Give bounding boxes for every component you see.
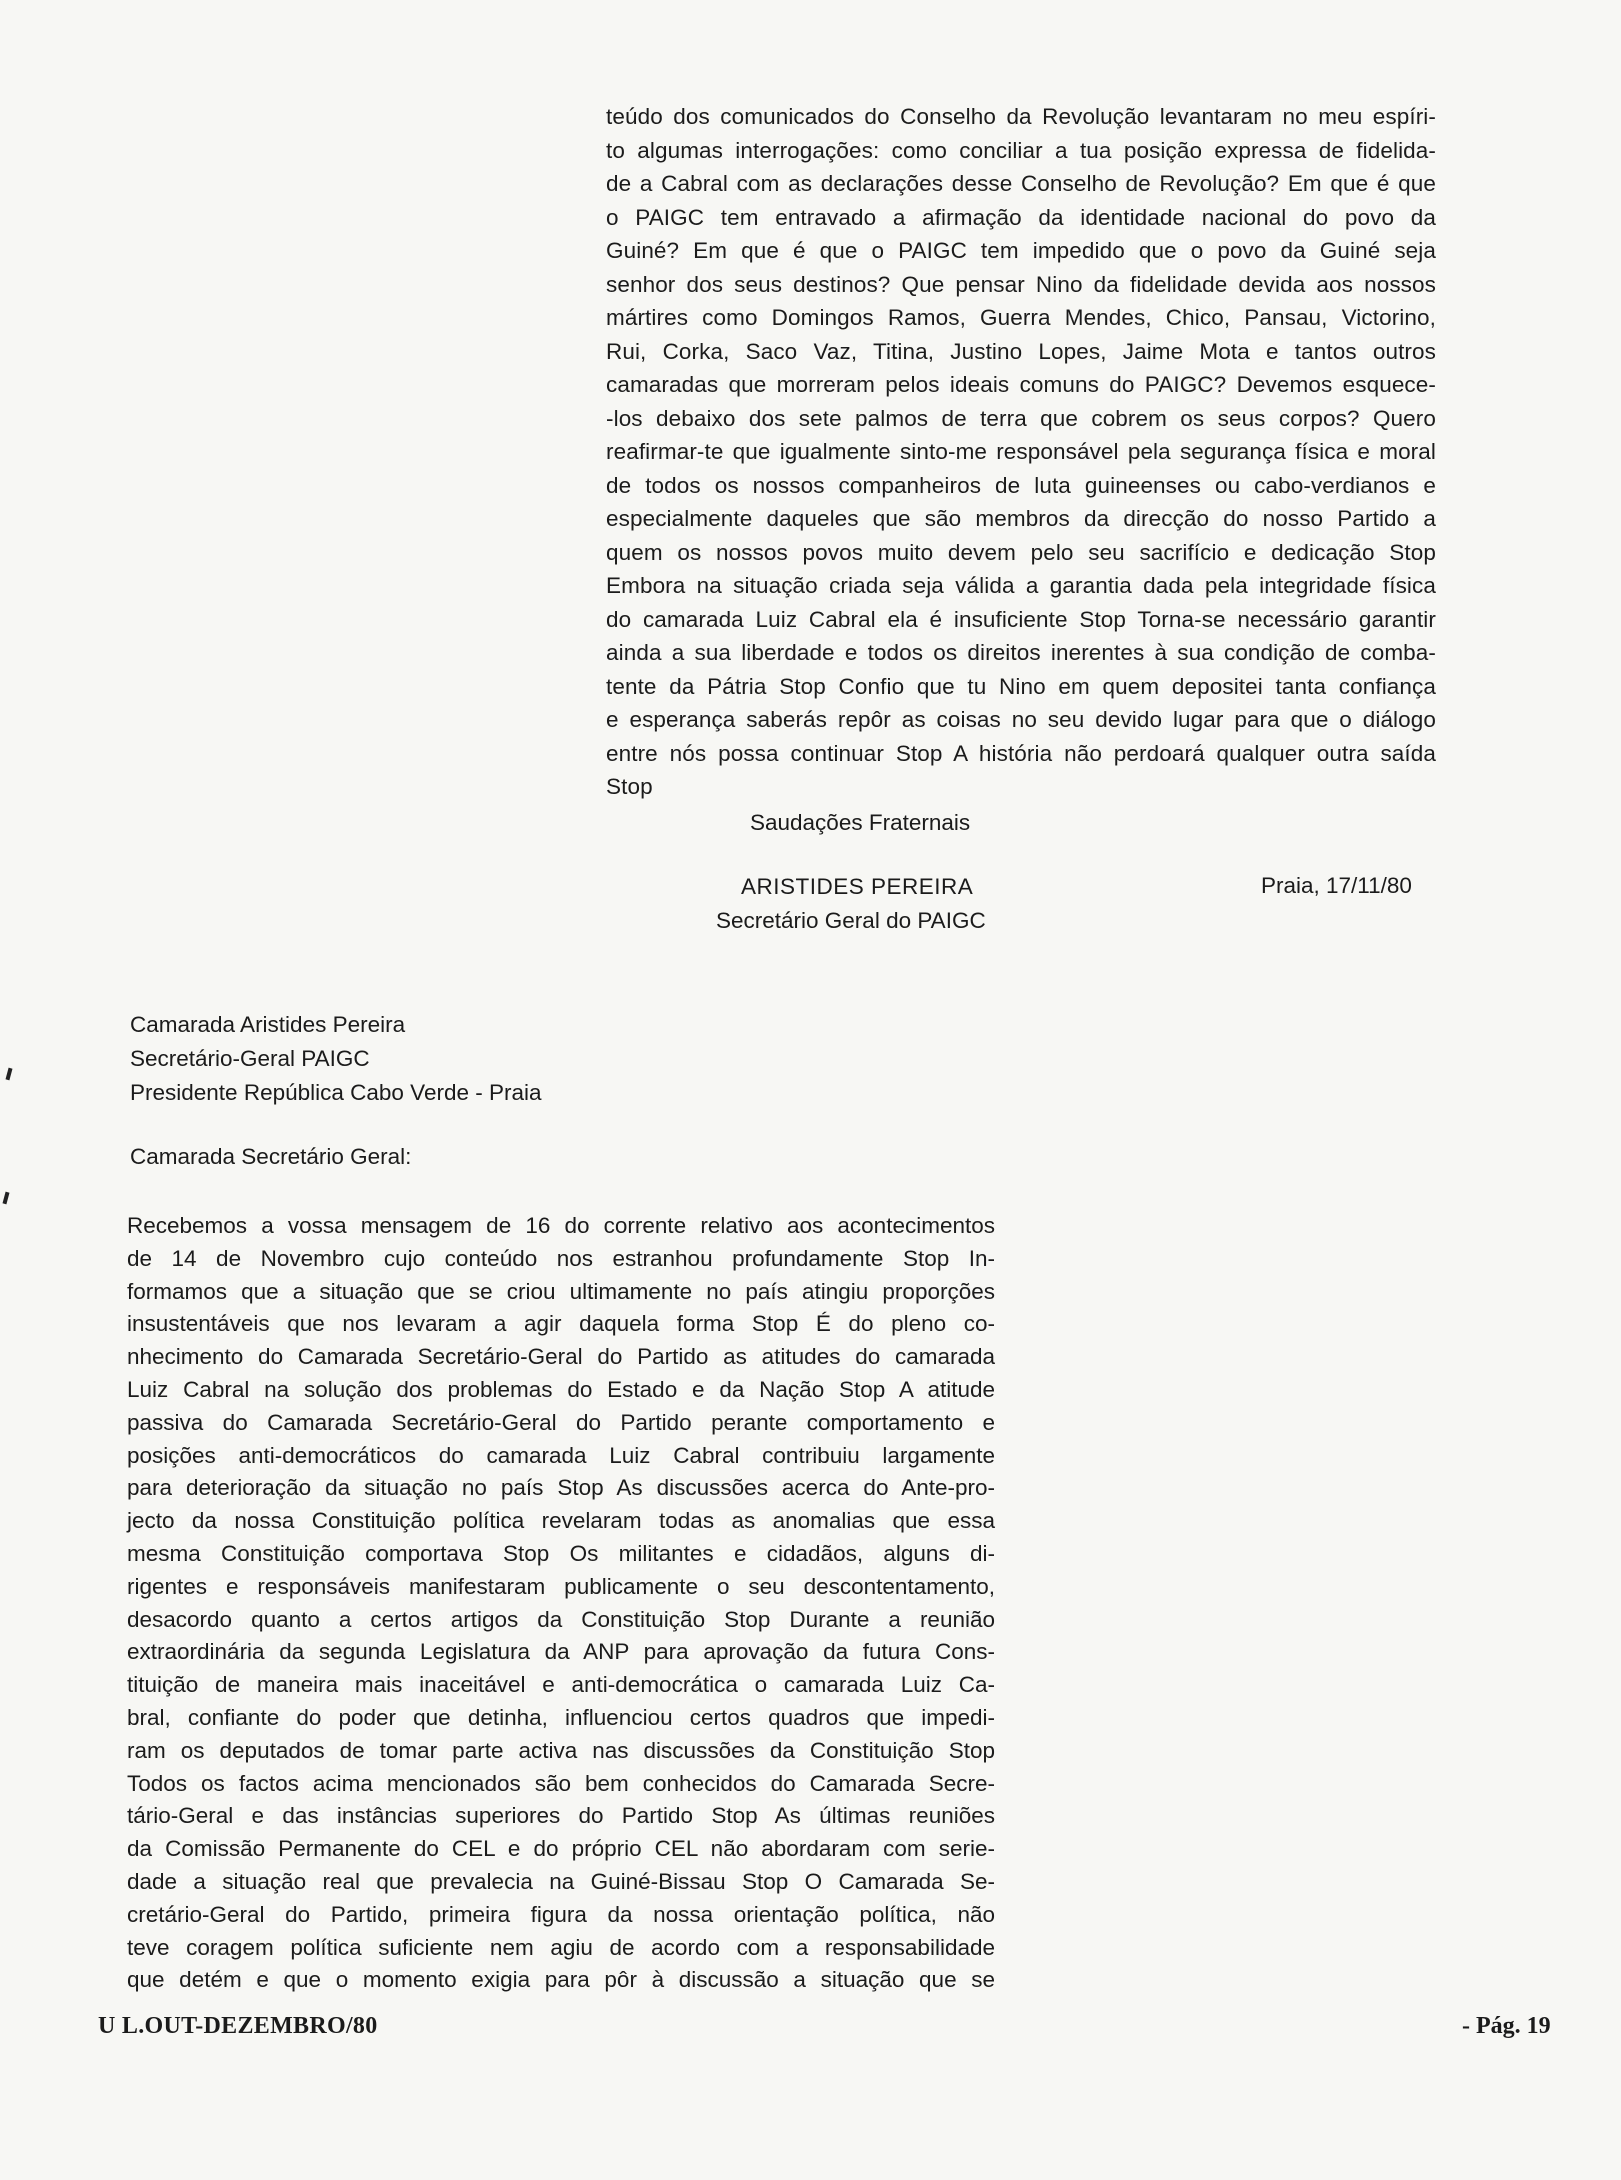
reply-letter-body: [127, 1210, 995, 1997]
text-line: rigentes e responsáveis manifestaram publicamente o seu descontentamento,: [127, 1573, 995, 1599]
text-line: tente da Pátria Stop Confio que tu Nino em quem depositei tanta confiança: [606, 673, 1436, 699]
text-line: bral, confiante do poder que detinha, influenciou certos quadros que impedi-: [127, 1704, 995, 1730]
text-line: teve coragem política suficiente nem agiu de acordo com a responsabilidade: [127, 1934, 995, 1960]
text-line: -los debaixo dos sete palmos de terra que cobrem os seus corpos? Quero: [606, 405, 1436, 431]
text-line: to algumas interrogações: como conciliar a tua posição expressa de fidelida-: [606, 137, 1436, 163]
address-line: Presidente República Cabo Verde - Praia: [130, 1080, 542, 1105]
place-date: Praia, 17/11/80: [1261, 873, 1412, 898]
text-line: mártires como Domingos Ramos, Guerra Mendes, Chico, Pansau, Victorino,: [606, 305, 1436, 330]
address-line: Secretário-Geral PAIGC: [130, 1046, 370, 1071]
text-line: Todos os factos acima mencionados são bem conhecidos do Camarada Secre-: [127, 1770, 995, 1796]
text-line: cretário-Geral do Partido, primeira figura da nossa orientação política, não: [127, 1901, 995, 1927]
text-line: desacordo quanto a certos artigos da Constituição Stop Durante a reunião: [127, 1606, 995, 1632]
signatory-title: Secretário Geral do PAIGC: [716, 908, 986, 933]
text-line: senhor dos seus destinos? Que pensar Nino da fidelidade devida aos nossos: [606, 271, 1436, 297]
text-line: do camarada Luiz Cabral ela é insuficiente Stop Torna-se necessário garantir: [606, 606, 1436, 632]
text-line: ainda a sua liberdade e todos os direitos inerentes à sua condição de comba-: [606, 640, 1436, 665]
signatory-name: ARISTIDES PEREIRA: [741, 874, 974, 899]
text-line: formamos que a situação que se criou ultimamente no país atingiu proporções: [127, 1278, 995, 1304]
text-line: teúdo dos comunicados do Conselho da Revolução levantaram no meu espíri-: [606, 104, 1436, 129]
text-line: dade a situação real que prevalecia na Guiné-Bissau Stop O Camarada Se-: [127, 1868, 995, 1894]
text-line: e esperança saberás repôr as coisas no seu devido lugar para que o diálogo: [606, 707, 1436, 732]
text-line: que detém e que o momento exigia para pôr à discussão a situação que se: [127, 1967, 995, 1993]
text-line: nhecimento do Camarada Secretário-Geral do Partido as atitudes do camarada: [127, 1344, 995, 1370]
recipient-address: [130, 1008, 542, 1110]
text-line: Guiné? Em que é que o PAIGC tem impedido que o povo da Guiné seja: [606, 238, 1436, 263]
text-line: Stop: [606, 774, 653, 799]
text-line: tituição de maneira mais inaceitável e anti-democrática o camarada Luiz Ca-: [127, 1672, 995, 1698]
text-line: insustentáveis que nos levaram a agir daquela forma Stop É do pleno co-: [127, 1311, 995, 1337]
footer-publication: U L.OUT-DEZEMBRO/80: [98, 2013, 378, 2039]
text-line: Rui, Corka, Saco Vaz, Titina, Justino Lopes, Jaime Mota e tantos outros: [606, 338, 1436, 364]
text-line: Recebemos a vossa mensagem de 16 do corrente relativo aos acontecimentos: [127, 1213, 995, 1238]
text-line: o PAIGC tem entravado a afirmação da identidade nacional do povo da: [606, 204, 1436, 230]
text-line: mesma Constituição comportava Stop Os militantes e cidadãos, alguns di-: [127, 1540, 995, 1566]
text-line: Luiz Cabral na solução dos problemas do Estado e da Nação Stop A atitude: [127, 1376, 995, 1402]
text-line: de todos os nossos companheiros de luta guineenses ou cabo-verdianos e: [606, 472, 1436, 498]
text-line: Embora na situação criada seja válida a garantia dada pela integridade física: [606, 573, 1436, 598]
text-line: reafirmar-te que igualmente sinto-me responsável pela segurança física e moral: [606, 439, 1436, 464]
text-line: passiva do Camarada Secretário-Geral do Partido perante comportamento e: [127, 1409, 995, 1435]
text-line: ram os deputados de tomar parte activa nas discussões da Constituição Stop: [127, 1737, 995, 1763]
text-line: para deterioração da situação no país Stop As discussões acerca do Ante-pro-: [127, 1475, 995, 1501]
text-line: de a Cabral com as declarações desse Conselho de Revolução? Em que é que: [606, 171, 1436, 196]
scan-mark: [3, 1192, 10, 1205]
text-line: tário-Geral e das instâncias superiores do Partido Stop As últimas reuniões: [127, 1803, 995, 1829]
address-line: Camarada Aristides Pereira: [130, 1012, 406, 1037]
text-line: especialmente daqueles que são membros da direcção do nosso Partido a: [606, 506, 1436, 531]
text-line: extraordinária da segunda Legislatura da ANP para aprovação da futura Cons-: [127, 1639, 995, 1665]
text-line: da Comissão Permanente do CEL e do próprio CEL não abordaram com serie-: [127, 1836, 995, 1862]
page-number: - Pág. 19: [1462, 2013, 1551, 2039]
text-line: posições anti-democráticos do camarada Luiz Cabral contribuiu largamente: [127, 1442, 995, 1468]
salutation: Camarada Secretário Geral:: [130, 1144, 412, 1169]
closing-greeting: Saudações Fraternais: [750, 810, 971, 835]
text-line: jecto da nossa Constituição política revelaram todas as anomalias que essa: [127, 1508, 995, 1534]
scan-mark: [6, 1068, 13, 1081]
upper-letter-body: [606, 100, 1436, 804]
text-line: entre nós possa continuar Stop A história não perdoará qualquer outra saída: [606, 740, 1436, 766]
text-line: quem os nossos povos muito devem pelo seu sacrifício e dedicação Stop: [606, 539, 1436, 565]
text-line: camaradas que morreram pelos ideais comuns do PAIGC? Devemos esquece-: [606, 372, 1436, 397]
text-line: de 14 de Novembro cujo conteúdo nos estranhou profundamente Stop In-: [127, 1245, 995, 1271]
